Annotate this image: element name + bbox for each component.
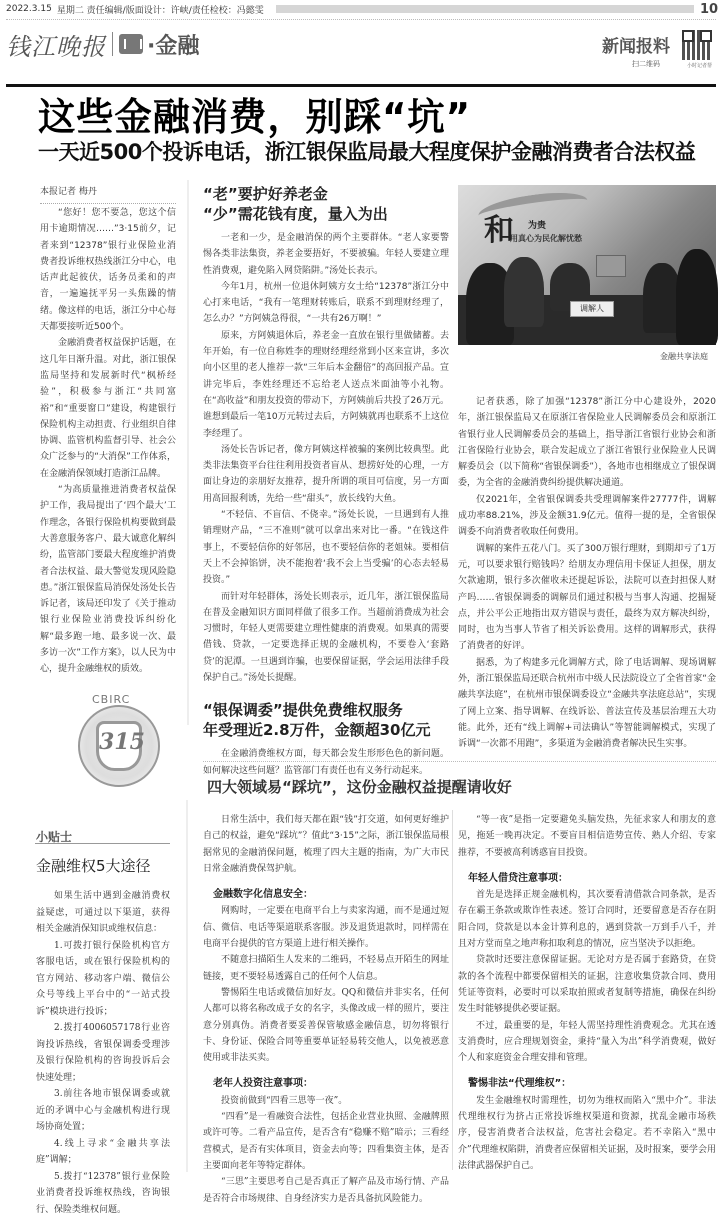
paragraph: 投资前做到“四看三思等一夜”。: [203, 1093, 449, 1109]
topic-heading: 金融数字化信息安全：: [203, 887, 449, 903]
header-divider: [6, 19, 716, 20]
tip-item: 如果生活中遇到金融消费权益疑虑，可通过以下渠道，获得相关金融消保知识或维权信息：: [36, 888, 170, 938]
news-tip-title: 新闻报料: [602, 32, 670, 57]
paragraph: 不随意扫描陌生人发来的二维码，不轻易点开陌生的网址链接，更不要轻易透露自己的任何个人信息。: [203, 952, 449, 985]
logo-top-text: CBIRC: [92, 693, 130, 706]
editor-credits: 星期二 责任编辑/版面设计：许峡/责任检校：冯懿雯: [57, 3, 264, 16]
paragraph: “为高质量推进消费者权益保护工作，我局提出了‘四个最大’工作理念，各银行保险机构要做到最大善意服务客户、最大诚意化解纠纷，监管部门要最大程度维护消费者合法权益、最大警觉发现风险隐患。”浙江银保监局消保处汤处长告诉记者，该局还印发了《关于推动银行业保险业消费投诉纠纷化解“最多跑一地、最多说一次、最多访一次”工作方案》，以人民为中心，提升金融维权的质效。: [40, 482, 176, 678]
person-figure: [504, 257, 544, 327]
paragraph: 发生金融维权时需理性，切勿为维权而陷入“黑中介”。非法代理维权行为挤占正常投诉维权渠道和资源，扰乱金融市场秩序，侵害消费者合法权益，危害社会稳定。若不幸陷入“黑中介”代理维权陷阱，消费者应保留相关证据，及时报案，要学会用法律武器保护自己。: [458, 1093, 716, 1174]
paragraph: 在金融消费维权方面，每天都会发生形形色色的新问题。如何解决这些问题？监管部门有责任也有义务行动起来。: [203, 746, 449, 779]
qr-code-icon[interactable]: [682, 30, 712, 60]
sign-text: 为贵: [528, 218, 546, 231]
wall-plaque: [596, 255, 626, 277]
sign-text: 用真心为民化解忧愁: [510, 233, 582, 244]
paragraph: 仅2021年，全省银保调委共受理调解案件27777件，调解成功率88.21%，涉及金额31.9亿元。值得一提的是，全省银保调委不向消费者收取任何费用。: [458, 492, 716, 541]
section-heading: [203, 184, 449, 224]
paragraph: 汤处长告诉记者，像方阿姨这样被骗的案例比较典型。此类非法集资平台往往利用投资者盲从、想捞好处的心理，一方面让身边的亲朋好友推荐，提升所谓的项目可信度，另一方面用高回报利诱，先给一些“甜头”，放长线钓大鱼。: [203, 442, 449, 507]
logo-number: 315: [99, 729, 145, 755]
byline: 本报记者 梅丹: [40, 184, 176, 204]
headline: 这些金融消费，别踩“坑”: [38, 86, 471, 141]
tips-divider: [186, 800, 188, 1172]
paragraph: “您好！您不要急，您这个信用卡逾期情况……”3·15前夕，记者来到“12378”银行业保险业消费者投诉维权热线浙江分中心，电话声此起彼伏，话务员柔和的声音，一遍遍抚平另一头焦躁的情绪。像这样的电话，浙江分中心每天都要接听近500个。: [40, 205, 176, 335]
tips-rule: [35, 843, 170, 844]
subheadline: 一天近500个投诉电话，浙江银保监局最大程度保护金融消费者合法权益: [38, 136, 695, 166]
heading-line: “少”需花钱有度，量入为出: [203, 204, 449, 224]
page-number: 10: [700, 2, 716, 17]
section2-column-right: [458, 812, 716, 1174]
tips-label: 小贴士: [36, 828, 72, 845]
heading-line: “老”要护好养老金: [203, 184, 449, 204]
paragraph: 日常生活中，我们每天都在跟“钱”打交道，如何更好维护自己的权益，避免“踩坑”？值此“3·15”之际，浙江银保监局根据常见的金融消保问题，梳理了四大主题的指南，为广大市民日常金融消费保驾护航。: [203, 812, 449, 877]
heading-line: 年受理近2.8万件，金额超30亿元: [203, 720, 449, 740]
paragraph: “不轻信、不盲信、不侥幸。”汤处长说，一旦遇到有人推销理财产品，“三不准则”就可以拿出来对比一番。“在钱这件事上，不要轻信你的好邻居，也不要轻信你的老姐妹。要相信天上不会掉馅饼，决不能抱着‘我不会上当受骗’的心态去轻易投资。”: [203, 507, 449, 588]
tip-item: 2.拨打4006057178行业咨询投诉热线，省银保调委受理涉及银行保险机构的咨询投诉后会快速处理；: [36, 1020, 170, 1086]
paragraph: 据悉，为了构建多元化调解方式，除了电话调解、现场调解外，浙江银保监局还联合杭州市中级人民法院设立了全省首家“金融共享法庭”，在杭州市银保调委设立“金融共享法庭总站”，实现了网上立案、指导调解、在线诉讼、普法宣传及基层治理五大功能。此外，还有“线上调解+司法确认”等智能调解模式，实现了诉调“一次都不用跑”，多渠道为金融消费者解决民生实事。: [458, 655, 716, 753]
paragraph: 一老和一少，是金融消保的两个主要群体。“老人家要警惕各类非法集资，养老金要捂好，不要被骗。年轻人要建立理性消费观，避免陷入网贷陷阱。”汤处长表示。: [203, 230, 449, 279]
paragraph: 原来，方阿姨退休后，养老金一直放在银行里做储蓄。去年开始，有一位自称姓李的理财经理经常到小区来宣讲，多次向小区里的老人推荐一款“三年后本金翻倍”的高回报产品。宣讲完毕后，李姓经理还不忘给老人送点米面油等小礼物。在“高收益”和朋友投资的带动下，方阿姨前后共投了26万元。谁想到最后一笔10万元转过去后，方阿姨就再也联系不上这位李经理了。: [203, 328, 449, 442]
paragraph: “等一夜”是指一定要避免头脑发热，先征求家人和朋友的意见，拖延一晚再决定。不要盲目相信造势宣传、熟人介绍、专家推荐，不要被高利诱惑盲目投资。: [458, 812, 716, 861]
paragraph: 警惕陌生电话或微信加好友。QQ和微信并非实名，任何人都可以将名称改成子女的名字，头像改成一样的照片，要注意分别真伪。消费者要妥善保管敏感金融信息，切勿将银行卡、身份证、保险合同等重要单证轻易转交他人，以免被恶意使用或非法买卖。: [203, 985, 449, 1066]
column-divider: [452, 810, 453, 1170]
paragraph: 网购时，一定要在电商平台上与卖家沟通，而不是通过短信、微信、电话等渠道联系客服。涉及退货退款时，同样需在电商平台提供的官方渠道上进行相关操作。: [203, 903, 449, 952]
photo-caption: 金融共享法庭: [660, 351, 708, 362]
paragraph: 记者获悉，除了加强“12378”浙江分中心建设外，2020年，浙江银保监局又在原浙江省保险业人民调解委员会和原浙江省银行业人民调解委员会的基础上，指导浙江省银行业协会和浙江省保险行业协会，联合发起成立了浙江省银行业保险业人民调解委员会（以下简称“省银保调委”），各地市也相继成立了银保调委，为全省的金融消费纠纷提供解决通道。: [458, 394, 716, 492]
article-column-2: [203, 184, 449, 779]
logo-separator: [112, 32, 113, 56]
tip-item: 1.可拨打银行保险机构官方客服电话，或在银行保险机构的官方网站、移动客户端、微信公众号等线上平台中的“一站式投诉”模块进行投诉；: [36, 938, 170, 1021]
header-grey-bar: [276, 5, 694, 13]
tip-item: 4.线上寻求“金融共享法庭”调解；: [36, 1136, 170, 1169]
tips-title: 金融维权5大途径: [36, 855, 151, 876]
paragraph: 贷款时还要注意保留证据。无论对方是否属于套路贷，在贷款的各个流程中都要保留相关的证据，注意收集贷款合同、费用凭证等资料，必要时可以采取拍照或者复制等措施，确保在纠纷发生时能够提供必要证据。: [458, 952, 716, 1017]
heading-line: “银保调委”提供免费维权服务: [203, 700, 449, 720]
person-figure: [676, 249, 718, 345]
paragraph: “三思”主要思考自己是否真正了解产品及市场行情、产品是否符合市场规律、自身经济实力是否具备抗风险能力。: [203, 1174, 449, 1207]
tips-body: [36, 888, 170, 1218]
paragraph: “四看”是一看融资合法性，包括企业营业执照、金融牌照或许可等。二看产品宣传，是否含有“稳赚不赔”暗示；三看经营模式，是否有实体项目，资金去向等；四看集资主体，是否主要面向老年等特定群体。: [203, 1109, 449, 1174]
sign-character: 和: [484, 205, 514, 249]
qr-caption: 小时记者帮: [687, 62, 712, 69]
topic-heading: 老年人投资注意事项：: [203, 1076, 449, 1092]
masthead: [6, 24, 199, 64]
section2-title: 四大领域易“踩坑”，这份金融权益提醒请收好: [207, 776, 512, 797]
article-column-3: [458, 394, 716, 753]
paragraph: 金融消费者权益保护话题，在这几年日渐升温。对此，浙江银保监局坚持和发展新时代“枫桥经验”，积极参与浙江“共同富裕”和“重要窗口”建设，构建银行保险机构主动担责、行业组织自律协调、监管机构监督引导、社会公众广泛参与的“大消保”工作体系，在金融消保领域打造浙江品牌。: [40, 335, 176, 482]
newspaper-logo: 钱江晚报: [6, 27, 106, 62]
cbirc-315-logo: [68, 693, 168, 793]
section-heading: [203, 700, 449, 740]
article-column-1: [40, 205, 176, 678]
column-divider: [187, 180, 189, 725]
paragraph: 不过，最重要的是，年轻人需坚持理性消费观念。尤其在透支消费时，应合理规划资金，秉持“量入为出”科学消费观，做好个人和家庭资金合理安排和管理。: [458, 1018, 716, 1067]
section-badge-icon: [119, 34, 143, 54]
section-divider: [203, 761, 716, 762]
tip-item: 3.前往各地市银保调委或就近的矛调中心与金融机构进行现场协商处置；: [36, 1086, 170, 1136]
mediator-nameplate: 调解人: [570, 301, 614, 317]
topic-heading: 警惕非法“代理维权”：: [458, 1076, 716, 1092]
court-photo: [458, 185, 716, 345]
tip-item: 5.拨打“12378”银行业保险业消费者投诉维权热线，咨询银行、保险类维权问题。: [36, 1169, 170, 1218]
issue-date: 2022.3.15: [6, 4, 52, 14]
paragraph: 首先是选择正规金融机构，其次要看清借款合同条款，是否存在霸王条款或欺诈性表述。签订合同时，还要留意是否存在阴阳合同，贷款是以本金计算利息的，遇到贷款一万到手八千，并且对方堂而皇之地声称扣取利息的情况，应当坚决予以拒绝。: [458, 887, 716, 952]
section-name: ·金融: [147, 29, 199, 60]
paragraph: 今年1月，杭州一位退休阿姨方女士给“12378”浙江分中心打来电话，“我有一笔理财转账后，联系不到理财经理了，怎么办？”方阿姨急得很，“一共有26万啊！”: [203, 279, 449, 328]
paragraph: 调解的案件五花八门。买了300万银行理财，到期却亏了1万元，可以要求银行赔钱吗？给朋友办理信用卡保证人担保，朋友欠款逾期，银行多次催收未还提起诉讼，法院可以查封担保人财产吗……省银保调委的调解员们通过积极与当事人沟通、挖掘疑点，并公平公正地指出双方错误与责任，最终为双方解决纠纷，同时，也为当事人节省了相关诉讼费用。这样的调解形式，获得了消费者的好评。: [458, 541, 716, 655]
news-tip-box: [602, 32, 670, 69]
page-header-bar: [6, 0, 716, 18]
topic-heading: 年轻人借贷注意事项：: [458, 871, 716, 887]
paragraph: 而针对年轻群体，汤处长则表示，近几年，浙江银保监局在普及金融知识方面同样做了很多工作。当超前消费成为社会习惯时，年轻人更需要建立理性健康的消费观。如果真的需要借钱、贷款，一定要选择正规的金融机构，不要卷入‘套路贷’的泥潭。一旦遇到诈骗，也要保留证据，学会运用法律手段保护自己。”汤处长提醒。: [203, 589, 449, 687]
section2-column-left: [203, 812, 449, 1207]
news-tip-subtitle: 扫二维码: [602, 59, 660, 69]
